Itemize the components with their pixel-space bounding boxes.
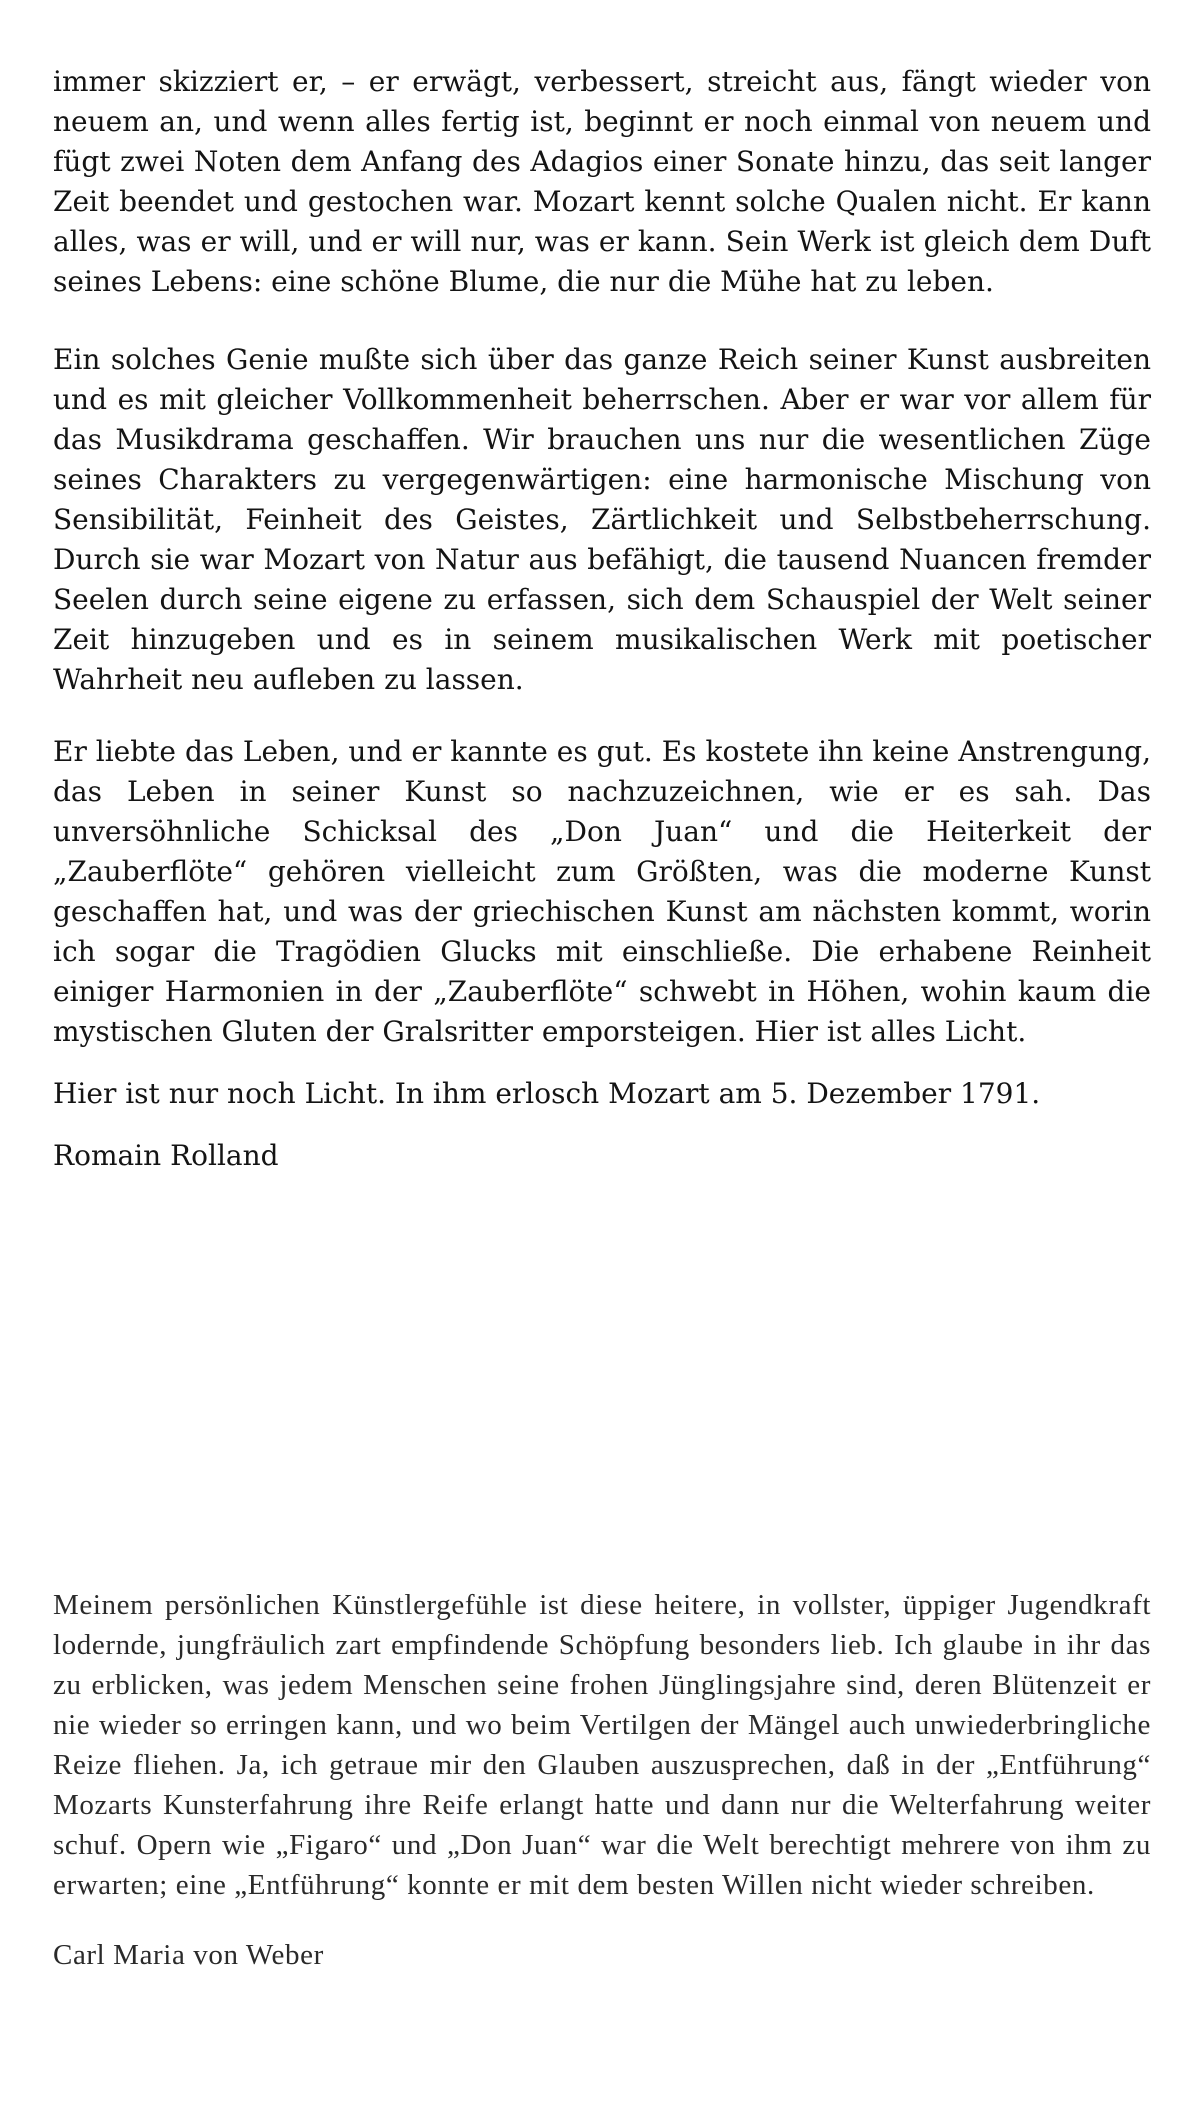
weber-quote [53,1585,1151,1975]
rolland-essay [53,62,1151,1176]
essay-paragraph-2: Ein solches Genie mußte sich über das ganze Reich seiner Kunst ausbreiten und es mit gleicher Vollkommenheit beherrschen. Aber er war vor allem für das Musikdrama geschaffen. Wir brauchen uns nur die wesentlichen Züge seines Charakters zu vergegenwärtigen: eine harmonische Mischung von Sensibilität, Feinheit des Geistes, Zärtlichkeit und Selbstbeherrschung. Durch sie war Mozart von Natur aus befähigt, die tausend Nuancen fremder Seelen durch seine eigene zu erfassen, sich dem Schauspiel der Welt seiner Zeit hinzugeben und es in seinem musikalischen Werk mit poetischer Wahrheit neu aufleben zu lassen. [53,343,1151,696]
quote-author: Carl Maria von Weber [53,1939,324,1971]
essay-paragraph-4: Hier ist nur noch Licht. In ihm erlosch Mozart am 5. Dezember 1791. [53,1077,1041,1110]
essay-author: Romain Rolland [53,1139,279,1172]
essay-paragraph-3: Er liebte das Leben, und er kannte es gut. Es kostete ihn keine Anstrengung, das Leben in seiner Kunst so nachzuzeichnen, wie er es sah. Das unversöhnliche Schicksal des „Don Juan“ und die Heiterkeit der „Zauberflöte“ gehören vielleicht zum Größten, was die moderne Kunst geschaffen hat, und was der griechischen Kunst am nächsten kommt, worin ich sogar die Tragödien Glucks mit einschließe. Die erhabene Reinheit einiger Harmonien in der „Zauberflöte“ schwebt in Höhen, wohin kaum die mystischen Gluten der Gralsritter emporsteigen. Hier ist alles Licht. [53,735,1151,1048]
essay-paragraph-1: immer skizziert er, – er erwägt, verbessert, streicht aus, fängt wieder von neuem an, und wenn alles fertig ist, beginnt er noch einmal von neuem und fügt zwei Noten dem Anfang des Adagios einer Sonate hinzu, das seit langer Zeit beendet und gestochen war. Mozart kennt solche Qualen nicht. Er kann alles, was er will, und er will nur, was er kann. Sein Werk ist gleich dem Duft seines Lebens: eine schöne Blume, die nur die Mühe hat zu leben. [53,65,1151,298]
quote-text: Meinem persönlichen Künstlergefühle ist diese heitere, in vollster, üppiger Jugendkraft lodernde, jungfräulich zart empfindende Schöpfung besonders lieb. Ich glaube in ihr das zu erblicken, was jedem Menschen seine frohen Jünglingsjahre sind, deren Blütenzeit er nie wieder so erringen kann, und wo beim Vertilgen der Mängel auch unwiederbringliche Reize fliehen. Ja, ich getraue mir den Glauben auszusprechen, daß in der „Entführung“ Mozarts Kunsterfahrung ihre Reife erlangt hatte und dann nur die Welterfahrung weiter schuf. Opern wie „Figaro“ und „Don Juan“ war die Welt berechtigt mehrere von ihm zu erwarten; eine „Entführung“ konnte er mit dem besten Willen nicht wieder schreiben. [53,1589,1151,1901]
